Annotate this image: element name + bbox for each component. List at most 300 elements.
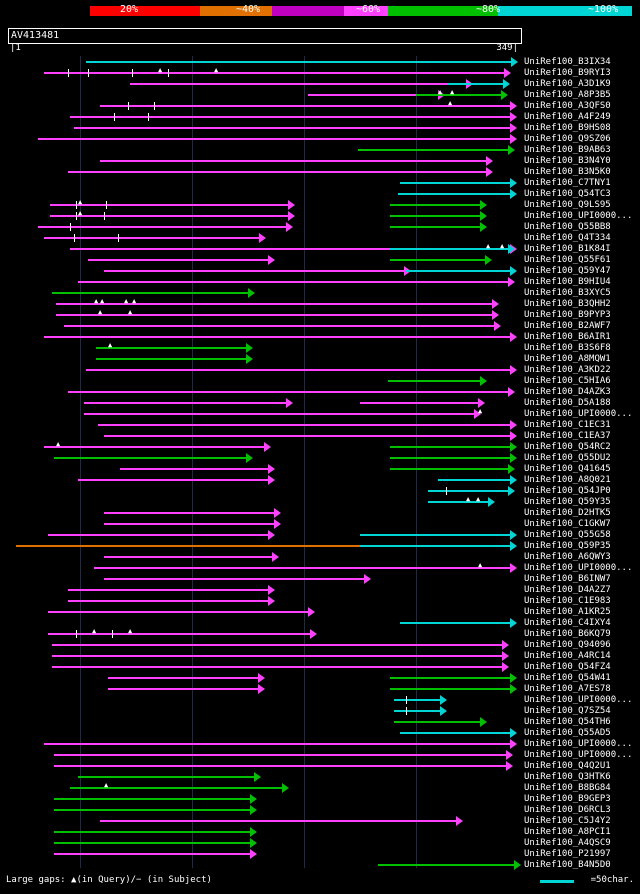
- strand-arrow-right-icon: [486, 167, 493, 177]
- gap-marker-icon: ▲: [478, 407, 483, 415]
- hit-label[interactable]: UniRef100_C1E983: [524, 596, 611, 606]
- alignment-segment[interactable]: [68, 171, 486, 173]
- alignment-segment[interactable]: [44, 336, 510, 338]
- alignment-segment[interactable]: [400, 732, 510, 734]
- strand-arrow-right-icon: [508, 486, 515, 496]
- hit-label[interactable]: UniRef100_A3QFS0: [524, 101, 611, 111]
- alignment-tick: [70, 223, 71, 231]
- query-coordinates: [8, 43, 520, 55]
- hit-label[interactable]: UniRef100_Q55BB8: [524, 222, 611, 232]
- gap-marker-icon: ▲: [478, 561, 483, 569]
- hit-label[interactable]: UniRef100_B3S6F8: [524, 343, 611, 353]
- alignment-segment[interactable]: [16, 545, 362, 547]
- alignment-tick: [104, 212, 105, 220]
- hit-label[interactable]: UniRef100_UPI0000...: [524, 563, 633, 573]
- alignment-segment[interactable]: [406, 270, 510, 272]
- strand-arrow-right-icon: [508, 244, 515, 254]
- strand-arrow-right-icon: [310, 629, 317, 639]
- alignment-segment[interactable]: [390, 457, 510, 459]
- strand-arrow-right-icon: [503, 79, 510, 89]
- alignment-segment[interactable]: [360, 545, 510, 547]
- hit-label[interactable]: UniRef100_A4F249: [524, 112, 611, 122]
- alignment-segment[interactable]: [86, 61, 511, 63]
- strand-arrow-right-icon: [440, 706, 447, 716]
- alignment-segment[interactable]: [54, 765, 506, 767]
- gap-marker-icon: ▲: [128, 627, 133, 635]
- hit-label[interactable]: UniRef100_B6AIR1: [524, 332, 611, 342]
- gap-marker-icon: ▲: [92, 627, 97, 635]
- alignment-segment[interactable]: [68, 600, 268, 602]
- alignment-tick: [74, 234, 75, 242]
- alignment-segment[interactable]: [390, 226, 480, 228]
- hit-label[interactable]: UniRef100_Q94096: [524, 640, 611, 650]
- hit-label[interactable]: UniRef100_D4AZK3: [524, 387, 611, 397]
- gap-marker-icon: ▲: [450, 88, 455, 96]
- alignment-segment[interactable]: [38, 138, 510, 140]
- alignment-segment[interactable]: [88, 259, 268, 261]
- alignment-tick: [406, 707, 407, 715]
- hit-label[interactable]: UniRef100_A8PCI1: [524, 827, 611, 837]
- strand-arrow-right-icon: [508, 387, 515, 397]
- hit-label[interactable]: UniRef100_Q59Y35: [524, 497, 611, 507]
- strand-arrow-right-icon: [510, 475, 517, 485]
- legend-segment: [8, 6, 90, 16]
- hit-label[interactable]: UniRef100_B9HIU4: [524, 277, 611, 287]
- strand-arrow-right-icon: [510, 442, 517, 452]
- alignment-segment[interactable]: [78, 776, 254, 778]
- strand-arrow-right-icon: [510, 112, 517, 122]
- alignment-tick: [154, 102, 155, 110]
- alignment-segment[interactable]: [68, 589, 268, 591]
- hit-label[interactable]: UniRef100_B3QHH2: [524, 299, 611, 309]
- hit-label[interactable]: UniRef100_A8Q021: [524, 475, 611, 485]
- alignment-segment[interactable]: [44, 72, 504, 74]
- hit-label[interactable]: UniRef100_B8BG84: [524, 783, 611, 793]
- hit-label[interactable]: UniRef100_C5J4Y2: [524, 816, 611, 826]
- alignment-tick: [76, 630, 77, 638]
- strand-arrow-right-icon: [250, 849, 257, 859]
- strand-arrow-right-icon: [248, 288, 255, 298]
- alignment-segment[interactable]: [416, 94, 501, 96]
- alignment-segment[interactable]: [104, 556, 272, 558]
- alignment-segment[interactable]: [74, 127, 510, 129]
- alignment-segment[interactable]: [120, 468, 268, 470]
- hit-label[interactable]: UniRef100_Q59Y47: [524, 266, 611, 276]
- alignment-segment[interactable]: [104, 578, 364, 580]
- hit-label-column: [524, 56, 640, 868]
- strand-arrow-right-icon: [268, 530, 275, 540]
- hit-label[interactable]: UniRef100_Q9LS95: [524, 200, 611, 210]
- hit-label[interactable]: UniRef100_C1EA37: [524, 431, 611, 441]
- strand-arrow-right-icon: [254, 772, 261, 782]
- strand-arrow-right-icon: [480, 717, 487, 727]
- strand-arrow-right-icon: [510, 266, 517, 276]
- strand-arrow-right-icon: [259, 233, 266, 243]
- alignment-segment[interactable]: [394, 721, 480, 723]
- hit-label[interactable]: UniRef100_UPI0000...: [524, 739, 633, 749]
- strand-arrow-right-icon: [510, 101, 517, 111]
- gap-marker-icon: ▲: [128, 308, 133, 316]
- alignment-segment[interactable]: [38, 226, 286, 228]
- gap-marker-icon: ▲: [486, 242, 491, 250]
- alignment-segment[interactable]: [68, 391, 508, 393]
- alignment-segment[interactable]: [104, 270, 404, 272]
- alignment-segment[interactable]: [98, 424, 510, 426]
- strand-arrow-right-icon: [501, 90, 508, 100]
- alignment-tick: [132, 69, 133, 77]
- strand-arrow-right-icon: [510, 618, 517, 628]
- hit-label[interactable]: UniRef100_B3N4Y0: [524, 156, 611, 166]
- hit-label[interactable]: UniRef100_B9RYI3: [524, 68, 611, 78]
- alignment-segment[interactable]: [70, 787, 282, 789]
- strand-arrow-right-icon: [510, 332, 517, 342]
- alignment-segment[interactable]: [50, 215, 288, 217]
- alignment-segment[interactable]: [360, 534, 510, 536]
- alignment-tick: [76, 201, 77, 209]
- alignment-tick: [446, 487, 447, 495]
- hit-label[interactable]: UniRef100_Q54JP0: [524, 486, 611, 496]
- strand-arrow-right-icon: [502, 651, 509, 661]
- query-name: AV413481: [11, 30, 60, 41]
- alignment-segment[interactable]: [438, 479, 510, 481]
- footer: [6, 874, 634, 890]
- alignment-segment[interactable]: [78, 479, 268, 481]
- strand-arrow-right-icon: [480, 211, 487, 221]
- strand-arrow-right-icon: [268, 464, 275, 474]
- alignment-segment[interactable]: [104, 512, 274, 514]
- gap-marker-icon: ▲: [500, 242, 505, 250]
- alignment-segment[interactable]: [428, 490, 508, 492]
- hit-label[interactable]: UniRef100_P21997: [524, 849, 611, 859]
- hit-label[interactable]: UniRef100_B1K84I: [524, 244, 611, 254]
- alignment-segment[interactable]: [390, 259, 485, 261]
- alignment-segment[interactable]: [54, 842, 250, 844]
- alignment-tick: [406, 696, 407, 704]
- alignment-segment[interactable]: [104, 523, 274, 525]
- strand-arrow-right-icon: [268, 475, 275, 485]
- legend-label: ~80%: [476, 4, 501, 15]
- alignment-segment[interactable]: [54, 831, 250, 833]
- hit-label[interactable]: UniRef100_UPI0000...: [524, 409, 633, 419]
- hit-label[interactable]: UniRef100_A1KR25: [524, 607, 611, 617]
- strand-arrow-right-icon: [492, 299, 499, 309]
- alignment-segment[interactable]: [108, 688, 258, 690]
- alignment-tick: [118, 234, 119, 242]
- hit-label[interactable]: UniRef100_Q59P35: [524, 541, 611, 551]
- hit-label[interactable]: UniRef100_C1GKW7: [524, 519, 611, 529]
- hit-label[interactable]: UniRef100_B6INW7: [524, 574, 611, 584]
- alignment-segment[interactable]: [378, 864, 514, 866]
- alignment-tick: [148, 113, 149, 121]
- strand-arrow-right-icon: [510, 684, 517, 694]
- alignment-segment[interactable]: [48, 633, 310, 635]
- strand-arrow-right-icon: [268, 596, 275, 606]
- alignment-segment[interactable]: [130, 83, 466, 85]
- alignment-segment[interactable]: [56, 303, 492, 305]
- hit-label[interactable]: UniRef100_D4A2Z7: [524, 585, 611, 595]
- strand-arrow-right-icon: [274, 519, 281, 529]
- alignment-segment[interactable]: [96, 358, 246, 360]
- scale-bar: [540, 880, 574, 883]
- hit-label[interactable]: UniRef100_B9AB63: [524, 145, 611, 155]
- strand-arrow-right-icon: [308, 607, 315, 617]
- strand-arrow-right-icon: [288, 200, 295, 210]
- alignment-segment[interactable]: [70, 116, 510, 118]
- strand-arrow-right-icon: [510, 431, 517, 441]
- strand-arrow-right-icon: [506, 761, 513, 771]
- alignment-segment[interactable]: [390, 677, 510, 679]
- strand-arrow-right-icon: [510, 739, 517, 749]
- hit-label[interactable]: UniRef100_Q55F61: [524, 255, 611, 265]
- hit-label[interactable]: UniRef100_Q54TC3: [524, 189, 611, 199]
- alignment-segment[interactable]: [390, 204, 480, 206]
- hit-label[interactable]: UniRef100_B2AWF7: [524, 321, 611, 331]
- alignment-segment[interactable]: [100, 820, 456, 822]
- alignment-tick: [106, 201, 107, 209]
- hit-label[interactable]: UniRef100_A8MQW1: [524, 354, 611, 364]
- query-name-box: [8, 28, 522, 44]
- hit-label[interactable]: UniRef100_A4QSC9: [524, 838, 611, 848]
- strand-arrow-right-icon: [274, 508, 281, 518]
- alignment-segment[interactable]: [52, 655, 502, 657]
- alignment-tick: [128, 102, 129, 110]
- alignment-plot: [8, 56, 520, 868]
- hit-label[interactable]: UniRef100_B3N5K0: [524, 167, 611, 177]
- hit-label[interactable]: UniRef100_Q4T334: [524, 233, 611, 243]
- gap-marker-icon: ▲: [108, 341, 113, 349]
- gap-marker-icon: ▲: [214, 66, 219, 74]
- alignment-tick: [88, 69, 89, 77]
- strand-arrow-right-icon: [258, 673, 265, 683]
- hit-label[interactable]: UniRef100_A4RC14: [524, 651, 611, 661]
- legend-label: ~60%: [356, 4, 381, 15]
- strand-arrow-right-icon: [510, 530, 517, 540]
- hit-label[interactable]: UniRef100_B3IX34: [524, 57, 611, 67]
- alignment-segment[interactable]: [44, 743, 510, 745]
- gap-marker-icon: ▲: [78, 209, 83, 217]
- query-start-coord: |1: [10, 43, 21, 53]
- strand-arrow-right-icon: [488, 497, 495, 507]
- strand-arrow-right-icon: [272, 552, 279, 562]
- alignment-segment[interactable]: [50, 204, 288, 206]
- hit-label[interactable]: UniRef100_D6RCL3: [524, 805, 611, 815]
- alignment-segment[interactable]: [54, 457, 246, 459]
- hit-label[interactable]: UniRef100_UPI0000...: [524, 695, 633, 705]
- alignment-segment[interactable]: [390, 215, 480, 217]
- hit-label[interactable]: UniRef100_B9GEP3: [524, 794, 611, 804]
- strand-arrow-right-icon: [510, 728, 517, 738]
- strand-arrow-right-icon: [246, 453, 253, 463]
- hit-label[interactable]: UniRef100_A7ES78: [524, 684, 611, 694]
- strand-arrow-right-icon: [250, 794, 257, 804]
- strand-arrow-right-icon: [494, 321, 501, 331]
- legend-label: ~40%: [236, 4, 261, 15]
- alignment-segment[interactable]: [360, 402, 478, 404]
- strand-arrow-right-icon: [510, 178, 517, 188]
- hit-label[interactable]: UniRef100_C4IXY4: [524, 618, 611, 628]
- strand-arrow-right-icon: [502, 640, 509, 650]
- strand-arrow-right-icon: [510, 420, 517, 430]
- alignment-segment[interactable]: [108, 677, 258, 679]
- strand-arrow-right-icon: [268, 255, 275, 265]
- alignment-segment[interactable]: [96, 347, 246, 349]
- strand-arrow-right-icon: [510, 563, 517, 573]
- gap-marker-icon: ▲: [104, 781, 109, 789]
- strand-arrow-right-icon: [440, 695, 447, 705]
- gap-marker-icon: ▲: [158, 66, 163, 74]
- alignment-tick: [114, 113, 115, 121]
- strand-arrow-right-icon: [492, 310, 499, 320]
- alignment-segment[interactable]: [54, 798, 250, 800]
- hit-label[interactable]: UniRef100_A6QWY3: [524, 552, 611, 562]
- hit-label[interactable]: UniRef100_UPI0000...: [524, 750, 633, 760]
- alignment-segment[interactable]: [44, 446, 264, 448]
- alignment-segment[interactable]: [44, 237, 259, 239]
- hit-label[interactable]: UniRef100_A3KD22: [524, 365, 611, 375]
- strand-arrow-right-icon: [286, 222, 293, 232]
- hit-label[interactable]: UniRef100_A8P3B5: [524, 90, 611, 100]
- strand-arrow-right-icon: [286, 398, 293, 408]
- alignment-segment[interactable]: [54, 809, 250, 811]
- scale-note: =50char.: [590, 875, 634, 885]
- alignment-segment[interactable]: [394, 699, 440, 701]
- hit-label[interactable]: UniRef100_Q55DU2: [524, 453, 611, 463]
- hit-label[interactable]: UniRef100_Q7SZ54: [524, 706, 611, 716]
- strand-arrow-right-icon: [268, 585, 275, 595]
- strand-arrow-right-icon: [510, 189, 517, 199]
- strand-arrow-right-icon: [508, 145, 515, 155]
- strand-arrow-right-icon: [502, 662, 509, 672]
- query-end-coord: 349|: [496, 43, 518, 53]
- strand-arrow-right-icon: [510, 134, 517, 144]
- identity-color-legend: [8, 6, 632, 20]
- alignment-tick: [68, 69, 69, 77]
- hit-label[interactable]: UniRef100_C5HIA6: [524, 376, 611, 386]
- hit-label[interactable]: UniRef100_D5A188: [524, 398, 611, 408]
- alignment-segment[interactable]: [54, 853, 250, 855]
- strand-arrow-right-icon: [480, 200, 487, 210]
- hit-label[interactable]: UniRef100_B9HS08: [524, 123, 611, 133]
- strand-arrow-right-icon: [508, 464, 515, 474]
- strand-arrow-right-icon: [288, 211, 295, 221]
- alignment-segment[interactable]: [54, 754, 506, 756]
- gap-marker-icon: ▲: [438, 88, 443, 96]
- hit-label[interactable]: UniRef100_Q54FZ4: [524, 662, 611, 672]
- hit-label[interactable]: UniRef100_C7TNY1: [524, 178, 611, 188]
- strand-arrow-right-icon: [514, 860, 521, 870]
- hit-label[interactable]: UniRef100_Q55AD5: [524, 728, 611, 738]
- gap-marker-icon: ▲: [56, 440, 61, 448]
- strand-arrow-right-icon: [250, 827, 257, 837]
- alignment-segment[interactable]: [400, 622, 510, 624]
- alignment-segment[interactable]: [48, 611, 308, 613]
- strand-arrow-right-icon: [480, 222, 487, 232]
- alignment-segment[interactable]: [52, 292, 248, 294]
- gap-marker-icon: ▲: [476, 495, 481, 503]
- alignment-segment[interactable]: [84, 402, 286, 404]
- legend-segment: [90, 6, 200, 16]
- strand-arrow-right-icon: [510, 541, 517, 551]
- gap-marker-icon: ▲: [124, 297, 129, 305]
- alignment-segment[interactable]: [390, 468, 508, 470]
- strand-arrow-right-icon: [510, 123, 517, 133]
- hit-label[interactable]: UniRef100_B4N5D0: [524, 860, 611, 870]
- strand-arrow-right-icon: [246, 354, 253, 364]
- alignment-segment[interactable]: [104, 435, 510, 437]
- alignment-segment[interactable]: [390, 446, 510, 448]
- alignment-segment[interactable]: [358, 149, 508, 151]
- gap-marker-icon: ▲: [448, 99, 453, 107]
- alignment-segment[interactable]: [86, 369, 510, 371]
- strand-arrow-right-icon: [485, 255, 492, 265]
- hit-label[interactable]: UniRef100_B6KQ79: [524, 629, 611, 639]
- strand-arrow-right-icon: [510, 673, 517, 683]
- strand-arrow-right-icon: [250, 805, 257, 815]
- hit-label[interactable]: UniRef100_D2HTK5: [524, 508, 611, 518]
- gap-marker-icon: ▲: [94, 297, 99, 305]
- alignment-segment[interactable]: [448, 83, 503, 85]
- alignment-row[interactable]: [8, 859, 520, 871]
- gap-marker-icon: ▲: [466, 495, 471, 503]
- alignment-segment[interactable]: [398, 193, 510, 195]
- hit-label[interactable]: UniRef100_Q55G58: [524, 530, 611, 540]
- hit-label[interactable]: UniRef100_C1EC31: [524, 420, 611, 430]
- hit-label[interactable]: UniRef100_B9PYP3: [524, 310, 611, 320]
- hit-label[interactable]: UniRef100_Q54TH6: [524, 717, 611, 727]
- alignment-segment[interactable]: [52, 666, 502, 668]
- strand-arrow-right-icon: [246, 343, 253, 353]
- legend-label: 20%: [120, 4, 139, 15]
- strand-arrow-right-icon: [510, 365, 517, 375]
- alignment-segment[interactable]: [64, 325, 494, 327]
- alignment-segment[interactable]: [94, 567, 510, 569]
- hit-label[interactable]: UniRef100_Q9SZ06: [524, 134, 611, 144]
- gap-marker-icon: ▲: [98, 308, 103, 316]
- strand-arrow-right-icon: [506, 750, 513, 760]
- hit-label[interactable]: UniRef100_Q41645: [524, 464, 611, 474]
- alignment-segment[interactable]: [388, 380, 480, 382]
- strand-arrow-right-icon: [456, 816, 463, 826]
- hit-label[interactable]: UniRef100_A3D1K9: [524, 79, 611, 89]
- strand-arrow-right-icon: [264, 442, 271, 452]
- alignment-segment[interactable]: [56, 314, 492, 316]
- gap-marker-icon: ▲: [132, 297, 137, 305]
- alignment-segment[interactable]: [390, 248, 508, 250]
- hit-label[interactable]: UniRef100_B3XYC5: [524, 288, 611, 298]
- hit-label[interactable]: UniRef100_UPI0000...: [524, 211, 633, 221]
- gap-marker-icon: ▲: [100, 297, 105, 305]
- alignment-tick: [168, 69, 169, 77]
- gaps-note: Large gaps: ▲(in Query)/− (in Subject): [6, 875, 212, 885]
- alignment-segment[interactable]: [394, 710, 440, 712]
- strand-arrow-right-icon: [282, 783, 289, 793]
- alignment-segment[interactable]: [100, 160, 486, 162]
- hit-label[interactable]: UniRef100_Q3HTK6: [524, 772, 611, 782]
- hit-label[interactable]: UniRef100_Q54W41: [524, 673, 611, 683]
- hit-label[interactable]: UniRef100_Q4Q2U1: [524, 761, 611, 771]
- alignment-segment[interactable]: [52, 644, 502, 646]
- alignment-segment[interactable]: [78, 281, 508, 283]
- hit-label[interactable]: UniRef100_Q54RC2: [524, 442, 611, 452]
- strand-arrow-right-icon: [510, 453, 517, 463]
- alignment-segment[interactable]: [84, 413, 474, 415]
- strand-arrow-right-icon: [486, 156, 493, 166]
- alignment-segment[interactable]: [48, 534, 268, 536]
- alignment-segment[interactable]: [400, 182, 510, 184]
- alignment-segment[interactable]: [390, 688, 510, 690]
- strand-arrow-right-icon: [480, 376, 487, 386]
- alignment-tick: [112, 630, 113, 638]
